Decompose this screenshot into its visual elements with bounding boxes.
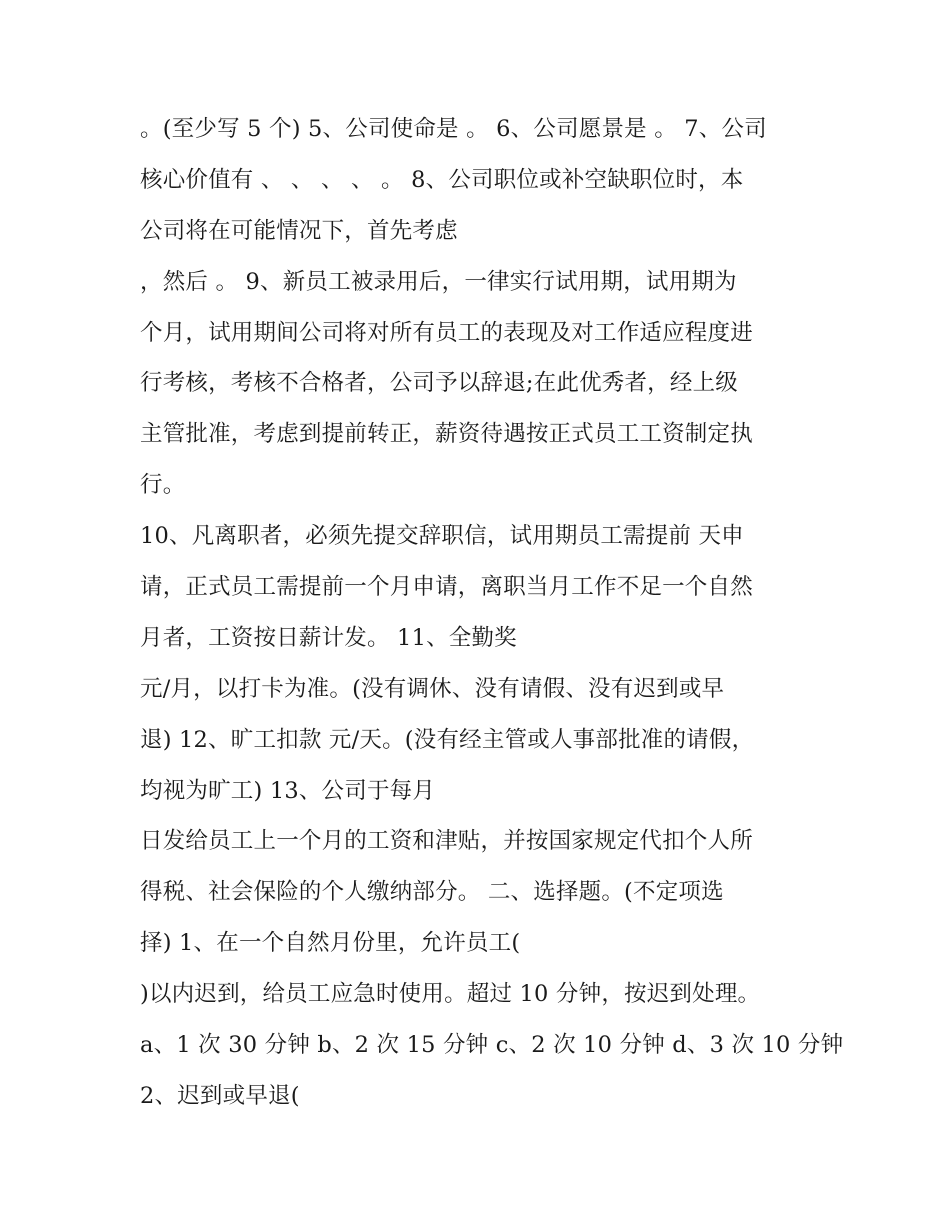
text-line: a、1 次 30 分钟 b、2 次 15 分钟 c、2 次 10 分钟 d、3 次 10 分钟: [140, 1032, 844, 1059]
text-line: 10、凡离职者，必须先提交辞职信，试用期员工需提前 天申: [140, 523, 744, 550]
text-line: ，然后 。 9、新员工被录用后，一律实行试用期，试用期为: [140, 268, 737, 295]
text-line: )以内迟到，给员工应急时使用。超过 10 分钟，按迟到处理。: [140, 981, 761, 1008]
text-line: 个月，试用期间公司将对所有员工的表现及对工作适应程度进: [140, 319, 753, 346]
text-line: 行。: [140, 472, 186, 499]
text-line: 月者，工资按日薪计发。 11、全勤奖: [140, 624, 517, 651]
text-line: 择) 1、在一个自然月份里，允许员工(: [140, 930, 521, 957]
text-line: 退) 12、旷工扣款 元/天。(没有经主管或人事部批准的请假，: [140, 726, 755, 753]
text-line: 2、迟到或早退(: [140, 1082, 300, 1109]
text-line: 日发给员工上一个月的工资和津贴，并按国家规定代扣个人所: [140, 828, 753, 855]
text-line: 主管批准，考虑到提前转正，薪资待遇按正式员工工资制定执: [140, 421, 753, 448]
text-line: 元/月，以打卡为准。(没有调休、没有请假、没有迟到或早: [140, 675, 725, 702]
text-line: 行考核，考核不合格者，公司予以辞退;在此优秀者，经上级: [140, 370, 738, 397]
text-line: 均视为旷工) 13、公司于每月: [140, 777, 436, 804]
text-line: 。(至少写 5 个) 5、公司使命是 。 6、公司愿景是 。 7、公司: [140, 116, 767, 142]
document-body: [140, 104, 844, 1122]
text-line: 请，正式员工需提前一个月申请，离职当月工作不足一个自然: [140, 574, 753, 601]
text-line: 公司将在可能情况下，首先考虑: [140, 217, 458, 244]
text-line: 得税、社会保险的个人缴纳部分。 二、选择题。(不定项选: [140, 879, 724, 906]
text-line: 核心价值有 、 、 、 、 。 8、公司职位或补空缺职位时，本: [140, 166, 744, 193]
